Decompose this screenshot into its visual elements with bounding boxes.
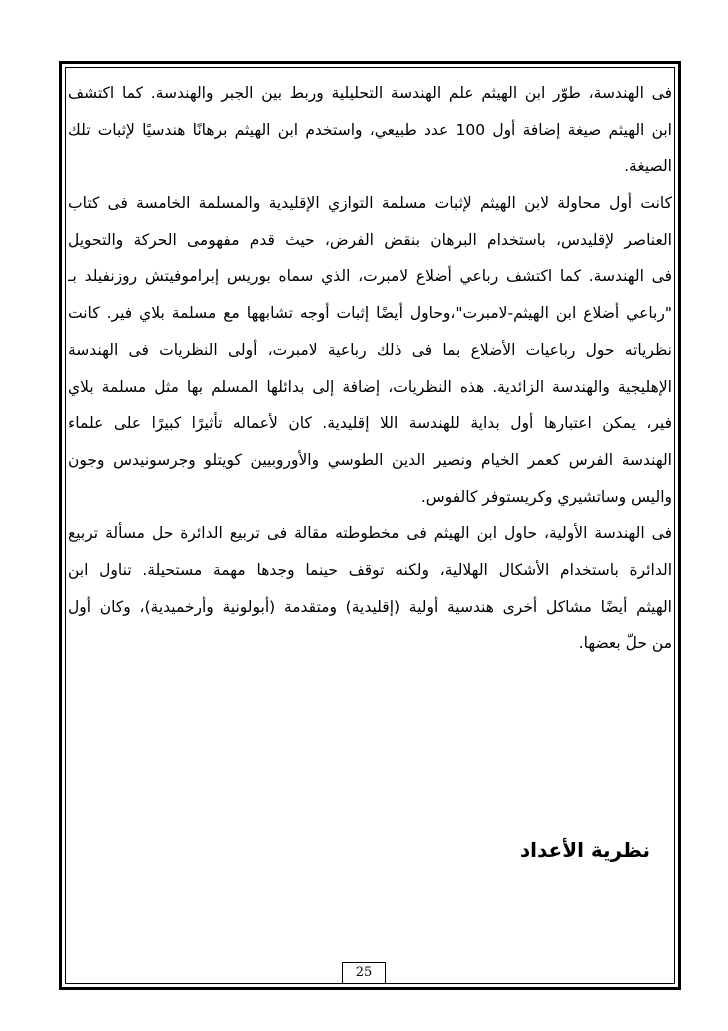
text-line: كانت أول محاولة لابن الهيثم لإثبات مسلمة التوازي الإقليدية والمسلمة الخامسة فى كتاب <box>68 194 672 213</box>
text-line: الإهليجية والهندسة الزائدية. هذه النظريات، إضافة إلى بدائلها المسلم بها مثل مسلمة بلاي <box>68 377 672 396</box>
text-line: فير، يمكن اعتبارها أول بداية للهندسة اللا إقليدية. كان لأعماله تأثيرًا كبيرًا على علماء <box>68 414 672 433</box>
text-line: الصيغة. <box>624 157 672 176</box>
text-line: الدائرة باستخدام الأشكال الهلالية، ولكنه توقف حينما وجدها مهمة مستحيلة. تناول ابن <box>68 560 672 579</box>
text-line: العناصر لإقليدس، باستخدام البرهان بنقض الفرض، حيث قدم مفهومى الحركة والتحويل <box>68 230 672 249</box>
text-line: "رباعي أضلاع ابن الهيثم-لامبرت"،وحاول أيضًا إثبات أوجه تشابهها مع مسلمة بلاي فير. كانت <box>68 304 672 323</box>
section-heading: نظرية الأعداد <box>519 838 650 862</box>
text-line: فى الهندسة الأولية، حاول ابن الهيثم فى مخطوطته مقالة فى تربيع الدائرة حل مسألة تربيع <box>68 524 672 543</box>
text-line: نظرياته حول رباعيات الأضلاع بما فى ذلك رباعية لامبرت، أولى النظريات فى الهندسة <box>68 340 672 359</box>
text-line: فى الهندسة. كما اكتشف رباعي أضلاع لامبرت، الذي سماه بوريس إبراموفيتش روزنفيلد بـ <box>68 267 672 286</box>
text-line: واليس وساتشيري وكريستوفر كالفوس. <box>420 487 672 506</box>
text-line: الهيثم أيضًا مشاكل أخرى هندسية أولية (إقليدية) ومتقدمة (أبولونية وأرخميدية)، وكان أول <box>68 597 672 616</box>
text-line: ابن الهيثم صيغة إضافة أول 100 عدد طبيعي، واستخدم ابن الهيثم برهانًا هندسيًا لإثبات تلك <box>68 120 672 139</box>
text-line: من حلّ بعضها. <box>578 634 672 653</box>
page-number: 25 <box>342 962 386 984</box>
text-line: فى الهندسة، طوّر ابن الهيثم علم الهندسة التحليلية وربط بين الجبر والهندسة. كما اكتشف <box>68 84 672 102</box>
body-text <box>68 75 672 662</box>
text-line: الهندسة الفرس كعمر الخيام ونصير الدين الطوسي والأوروبيين كويتلو وجرسونيدس وجون <box>68 450 672 469</box>
